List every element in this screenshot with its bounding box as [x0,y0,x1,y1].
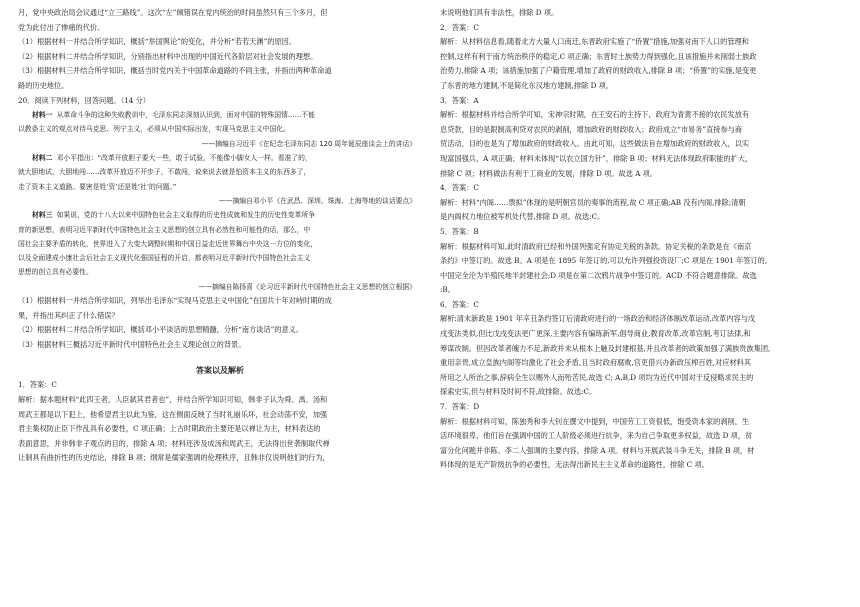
material-3-line: 国社会主要矛盾的转化，世界进入了大变大调整时期和中国日益走近世界舞台中央这一方位的变化， [18,239,318,248]
answer-1-line: 周武王都是以下犯上，他希望君主以此为鉴，这在侧面反映了当时礼崩乐坏，社会动荡不安，加强 [18,409,328,419]
material-3-line: 育的新思想，表明习近平新时代中国特色社会主义思想的创立具有必然性和可能性的话，那么，中 [18,225,311,234]
answer-3-line: 息贷款，目的是限制高利贷对农民的剥削，增加政府的财政收入；政府成立“市易务”直接参与商 [440,124,743,134]
q19-sub: （2）根据材料二并结合所学知识，分别指出材料中出现的中国近代各阶层对社会发展的理想。 [18,51,318,61]
answer-5-line: 中国完全沦为半殖民地半封建社会;D 项是在第二次鸦片战争中签订的。ACD 不符合题意排除。故选 [440,270,757,280]
answer-3-line: 贸活动，目的也是为了增加政府的财政收入。由此可知，这些做法旨在增加政府的财政收入，以实 [440,139,750,149]
answer-2-line: 治势力,排除 A 项；该措施加强了户籍管理,增加了政府的财政收入,排除 B 项；“侨置”的实施,是变更 [440,66,757,76]
answer-4-label: 4．答案：C [440,183,479,193]
material-3-source: ——摘编自陈扬喜《论习近平新时代中国特色社会主义思想的创立根据》 [198,282,416,291]
answer-7-line: 解析：根据材料可知，陈独秀和李大钊在撰文中提到，中国劳工工资很低，饱受资本家的剥削，生 [440,416,750,426]
material-3-line: 思想的创立具有必要性。 [18,268,93,277]
left-column [18,6,422,466]
answer-7-label: 7．答案：D [440,402,480,412]
answer-6-line: 戌变法类似,但比戊戌变法更广更深,主要内容有编练新军,倡导商业,教育改革,改革官制,考订法律,和 [440,329,751,339]
material-3-label: 材料三 [32,211,53,220]
q20-title: 20．阅读下列材料，回答问题。（14 分） [18,95,150,105]
material-2-label: 材料二 [32,154,53,163]
material-1-source: ——摘编自习近平《在纪念毛泽东同志 120 周年诞辰座谈会上的讲话》 [201,139,416,148]
answer-1-line: 表面意思，并非韩非子观点的目的，排除 A 项；材料还涉及成汤和周武王，无法得出世袭制取代禅 [18,438,330,448]
answer-1-line: 解析：据本题材料“此四王者，人臣弑其君者也”，并结合所学知识可知，韩非子认为舜、禹、汤和 [18,394,328,404]
material-3-line: 以及全面建成小康社会后社会主义现代化强国征程的开启，都表明习近平新时代中国特色社会主义 [18,254,311,263]
material-1-line: 以教条主义的观点对待马克思、列宁主义，必须从中国实际出发，实现马克思主义中国化。 [18,125,290,134]
answer-section-title: 答案以及解析 [196,365,244,376]
answer-6-line: 重用亲贵,成立皇族内阁等均激化了社会矛盾,且当时政府腐败,官吏借兴办新政压榨百姓,对应材料其 [440,358,752,368]
answer-5-line: 条约》中签订的。故选 B。A 项是在 1895 年签订的,可以允许列强投资设厂;C 项是在 1901 年签订的, [440,256,768,266]
answer-4-line: 解析：材料“内阁……票拟”体现的是明朝官员的奏事的流程,故 C 项正确;AB 没有内阁,排除;清朝 [440,197,746,207]
answer-6-line: 所用之人所治之事,辞病全生以赐外人而殆苦民,故选 C; A,B,D 项均为近代中国对于反侵略求民主的 [440,372,754,382]
q19-sub: （3）根据材料三并结合所学知识，概括当时党内关于中国革命道路的不同主张，并指出两种革命道 [18,66,332,76]
material-1-text: 从革命斗争的这种失败教训中，毛泽东同志深刻认识到，面对中国的特殊国情……不能 [56,111,315,120]
right-column [440,6,844,473]
answer-1-line: 让制具有曲折性的历史结论，排除 B 项；纲常是儒家强调的伦理秩序，且韩非仅说明他们的行为， [18,453,330,463]
material-2-line: 走了资本主义道路。要害是姓‘资’还是姓‘社’的问题。” [18,182,177,191]
answer-5-line: :B。 [440,285,455,295]
material-2 [18,151,422,165]
answer-6-line: 筹谋改制。但因改革者魄力不足,新政并未从根本上触及封建根基,并且改革者的政策加强了满族贵族集团, [440,343,771,353]
answer-3-label: 3．答案：A [440,95,479,105]
answer-2-line: 解析：从材料信息看,随着北方大量人口南迁,东晋政府实施了“侨置”措施,加强对南下人口的管理和 [440,37,749,47]
intro-line: 月，党中央政治局会议通过“立三路线”。这次“左”倾错误在党内统治的时间虽然只有三个多月，但 [18,8,328,17]
answer-2-label: 2．答案：C [440,22,479,32]
q20-sub: （1）根据材料一并结合所学知识，列举出毛泽东“实现马克思主义中国化”在国共十年对峙时期的成 [18,296,332,306]
q20-sub: （3）根据材料三概括习近平新时代中国特色社会主义理论创立的背景。 [18,339,246,349]
answer-6-line: 解析:清末新政是 1901 年辛丑条约签订后清政府进行的一场政治和经济体制改革运动,改革内容与戊 [440,314,756,324]
q20-sub: 果，并指出其纠正了什么错误？ [18,310,119,320]
answer-3-line: 排除 C 项；材料做法有利于工商业的发展，排除 D 项。故选 A 项。 [440,168,658,178]
answer-2-line: 控制,这样有利于南方统治秩序的稳定,C 项正确；东晋时土族势力得到强化,且该措施并未削弱士族政 [440,51,757,61]
answer-7-line: 活环境很卑，他们旨在强调中国的工人阶级必须进行抗争，来为自己争取更多权益，故选 D 项，贫 [440,431,753,441]
q20-sub: （2）根据材料二并结合所学知识，概括邓小平谈话的思想精髓，分析“南方谈话”的意义。 [18,325,304,335]
material-2-source: ——摘编自邓小平《在武昌、深圳、珠海、上海等地的谈话要点》 [218,196,416,205]
answer-1-line: 君主集权防止臣下作乱具有必要性，C 项正确；上古时期政治主要还是以禅让为主，材料表达的 [18,424,321,434]
material-2-text: 邓小平指出：“改革开放胆子要大一些，敢于试验，不能像小脚女人一样。看准了的， [56,154,312,163]
material-2-line: 就大胆地试，大胆地闯……改革开放迈不开步子，不敢闯，说来说去就是怕资本主义的东西多了， [18,168,311,177]
answer-3-line: 解析：根据材料并结合所学可知，宋神宗时期，在王安石的主持下，政府为青黄不接的农民发放有 [440,110,750,120]
answer-1-label: 1．答案：C [18,380,57,390]
material-3 [18,208,422,222]
answer-7-line: 富分化问题并非陈、李二人强调的主要内容，排除 A 项。材料与开展武装斗争无关，排除 B 项，材 [440,445,755,455]
answer-2-line: 了东晋的地方建制,不是简化东汉地方建制,排除 D 项。 [440,80,614,90]
answer-1-continued: 未说明他们具有非法性，排除 D 项。 [440,8,559,17]
q19-sub: （1）根据材料一并结合所学知识，概括“举国舆论”的变化，并分析“若若天渊”的原因。 [18,37,297,47]
answer-4-line: 是内阁权力地位被军机处代替,排除 D 项。故选:C。 [440,212,605,222]
answer-6-line: 探索史实,但与材料及时间不符,故排除。故选:C。 [440,387,597,397]
material-1 [18,108,422,122]
material-1-label: 材料一 [32,111,53,120]
q19-sub: 路的历史地位。 [18,80,69,90]
intro-line: 党为此付出了惨痛的代价。 [18,22,105,32]
answer-3-line: 现富国强兵，A 项正确；材料未体现“以农立国方针”，排除 B 项；材料无法体现政府职能的扩大， [440,153,753,163]
answer-6-label: 6．答案：C [440,299,479,309]
material-3-text: 如果说，党的十八大以来中国特色社会主义取得的历史性成就和发生的历史性变革所争 [56,211,315,220]
answer-5-label: 5．答案：B [440,226,479,236]
answer-7-line: 料体现的是无产阶级抗争的必要性，无法得出新民主主义革命的道路性，排除 C 项。 [440,460,709,470]
answer-5-line: 解析：根据材料可知,此时清政府已经和外国列强定有协定关税的条款。协定关税的条款是在《南京 [440,241,752,251]
